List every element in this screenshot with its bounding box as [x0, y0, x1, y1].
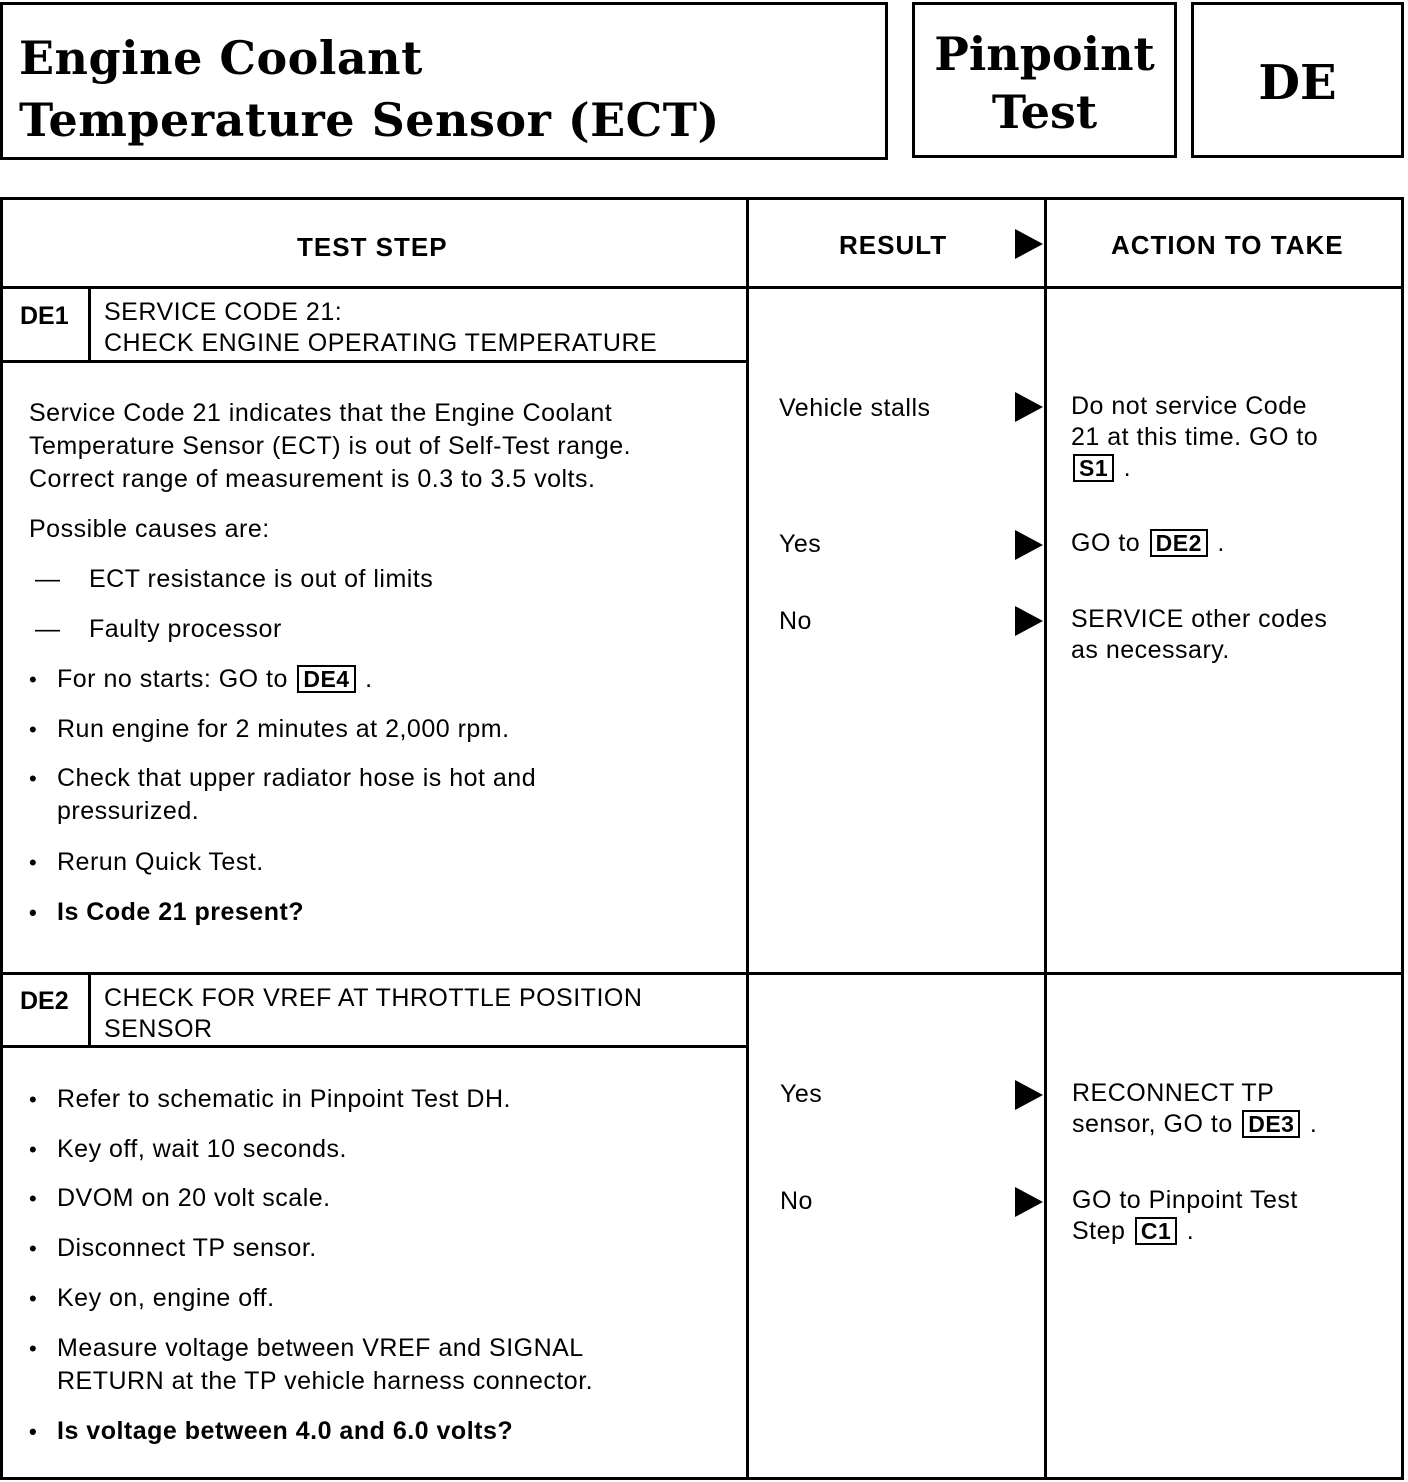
step-ref-de4[interactable]: DE4: [297, 665, 355, 693]
test-type-line-2: Test: [991, 85, 1098, 139]
step-question: • Is Code 21 present?: [29, 896, 304, 929]
action-text: [1071, 604, 1327, 666]
result-label: No: [779, 607, 812, 635]
step-ref-c1[interactable]: C1: [1135, 1217, 1177, 1245]
arrow-icon: [1015, 229, 1043, 259]
step-id: DE2: [20, 987, 69, 1015]
title-box: [0, 2, 888, 160]
step-ref-s1[interactable]: S1: [1073, 454, 1114, 482]
list-item: • Key off, wait 10 seconds.: [29, 1133, 347, 1166]
punct: .: [1123, 454, 1132, 482]
list-item: • Rerun Quick Test.: [29, 846, 264, 879]
step-header-divider: [3, 360, 747, 363]
list-item: • Disconnect TP sensor.: [29, 1232, 317, 1265]
punct: .: [1217, 529, 1225, 557]
step-question: • Is voltage between 4.0 and 6.0 volts?: [29, 1415, 513, 1448]
step-id-divider: [88, 974, 91, 1046]
arrow-icon: [1015, 530, 1043, 560]
header-result: RESULT: [839, 230, 948, 260]
step-ref-de2[interactable]: DE2: [1150, 529, 1208, 557]
cause-text: Faulty processor: [89, 615, 282, 643]
arrow-icon: [1015, 1080, 1043, 1110]
action-phrase: GO to: [1071, 529, 1141, 557]
action-line: [1072, 1109, 1317, 1140]
bullet-line: • Measure voltage between VREF and SIGNAL: [57, 1334, 584, 1362]
action-text: [1072, 1078, 1317, 1140]
dash: —: [35, 615, 61, 643]
page-title: [19, 27, 720, 151]
test-type-line-1: Pinpoint: [934, 27, 1155, 81]
arrow-icon: [1015, 1187, 1043, 1217]
test-type-box: [912, 2, 1177, 158]
step-id-divider: [88, 288, 91, 361]
step-intro: [29, 397, 631, 496]
result-label: No: [780, 1187, 813, 1215]
list-item: • Run engine for 2 minutes at 2,000 rpm.: [29, 713, 510, 746]
step-title-line: SENSOR: [104, 1015, 213, 1043]
result-label: Yes: [780, 1080, 823, 1108]
list-item: • DVOM on 20 volt scale.: [29, 1182, 331, 1215]
action-phrase: sensor, GO to: [1072, 1110, 1233, 1138]
punct: .: [1186, 1217, 1195, 1245]
action-line: as necessary.: [1071, 636, 1230, 664]
list-item: [29, 663, 373, 696]
list-item: • Refer to schematic in Pinpoint Test DH.: [29, 1083, 511, 1116]
action-line: Do not service Code: [1071, 392, 1308, 420]
list-item: [29, 762, 536, 828]
action-phrase: Step: [1072, 1217, 1126, 1245]
list-item: • Key on, engine off.: [29, 1282, 275, 1315]
bullet-text: For no starts: GO to: [57, 665, 288, 693]
header-action: ACTION TO TAKE: [1111, 230, 1344, 260]
step-header-divider: [3, 1045, 747, 1048]
step-id: DE1: [20, 302, 69, 330]
step-divider: [3, 972, 1404, 975]
dash: —: [35, 565, 61, 593]
step-title-line: SERVICE CODE 21:: [104, 298, 343, 326]
result-label: Vehicle stalls: [779, 394, 931, 422]
causes-label: Possible causes are:: [29, 515, 270, 543]
intro-line: Service Code 21 indicates that the Engine Coolant: [29, 399, 613, 427]
arrow-icon: [1015, 392, 1043, 422]
bullet-line: • Check that upper radiator hose is hot and: [57, 764, 537, 792]
cause-text: ECT resistance is out of limits: [89, 565, 434, 593]
punct: .: [365, 665, 373, 693]
column-divider: [746, 200, 749, 1480]
step-title: [104, 983, 642, 1045]
bullet-line: pressurized.: [57, 797, 200, 825]
cause-item: [35, 613, 282, 646]
action-text: [1071, 391, 1318, 484]
arrow-icon: [1015, 606, 1043, 636]
step-title-line: CHECK ENGINE OPERATING TEMPERATURE: [104, 329, 658, 357]
title-line-2: Temperature Sensor (ECT): [19, 93, 720, 147]
list-item: [29, 1332, 593, 1398]
cause-item: [35, 563, 433, 596]
action-line: [1071, 453, 1318, 484]
bullet-line: RETURN at the TP vehicle harness connector.: [57, 1367, 594, 1395]
test-code: DE: [1258, 55, 1337, 111]
punct: .: [1309, 1110, 1318, 1138]
action-line: 21 at this time. GO to: [1071, 423, 1319, 451]
step-ref-de3[interactable]: DE3: [1242, 1110, 1300, 1138]
intro-line: Temperature Sensor (ECT) is out of Self-Test range.: [29, 432, 632, 460]
action-text: [1072, 1185, 1298, 1247]
action-text: [1071, 528, 1225, 559]
step-title-line: CHECK FOR VREF AT THROTTLE POSITION: [104, 984, 643, 1012]
test-code-box: [1191, 2, 1404, 158]
test-type-label: [915, 25, 1174, 141]
action-line: GO to Pinpoint Test: [1072, 1186, 1298, 1214]
column-divider: [1044, 200, 1047, 1480]
action-line: RECONNECT TP: [1072, 1079, 1275, 1107]
step-title: [104, 297, 657, 359]
action-line: [1072, 1216, 1298, 1247]
title-line-1: Engine Coolant: [19, 31, 423, 85]
header-test-step: TEST STEP: [297, 232, 448, 262]
result-label: Yes: [779, 530, 822, 558]
intro-line: Correct range of measurement is 0.3 to 3.5 volts.: [29, 465, 596, 493]
action-line: SERVICE other codes: [1071, 605, 1328, 633]
pinpoint-test-table: [0, 197, 1404, 1480]
header-divider: [3, 286, 1404, 289]
